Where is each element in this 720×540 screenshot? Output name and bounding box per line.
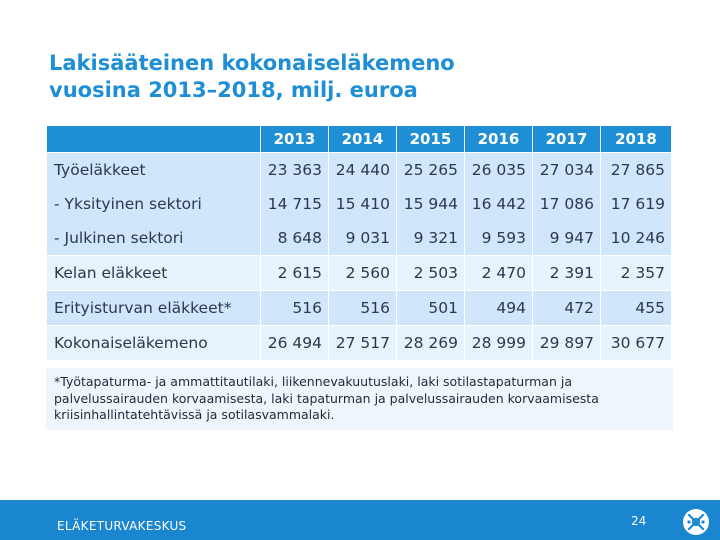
table-cell: 501 bbox=[397, 291, 465, 326]
year-header-2015: 2015 bbox=[397, 126, 465, 153]
table-cell: 9 947 bbox=[533, 221, 601, 256]
year-header-2013: 2013 bbox=[261, 126, 329, 153]
table-footnote bbox=[46, 368, 673, 430]
pension-expenditure-table bbox=[46, 125, 672, 361]
table-cell: 17 619 bbox=[601, 187, 672, 221]
table-cell: 9 321 bbox=[397, 221, 465, 256]
table-cell: 26 035 bbox=[465, 153, 533, 188]
slide-title-line-2: vuosina 2013–2018, milj. euroa bbox=[49, 78, 418, 102]
table-cell: 14 715 bbox=[261, 187, 329, 221]
row-label: Kokonaiseläkemeno bbox=[47, 326, 261, 361]
footnote-line-1: *Työtapaturma- ja ammattitautilaki, liikennevakuutuslaki, laki sotilastapaturman ja bbox=[54, 374, 572, 389]
table-cell: 455 bbox=[601, 291, 672, 326]
row-label: Kelan eläkkeet bbox=[47, 256, 261, 291]
year-header-2016: 2016 bbox=[465, 126, 533, 153]
table-row-erityisturvan-elakkeet bbox=[47, 291, 672, 326]
table-corner-cell bbox=[47, 126, 261, 153]
table-row-kelan-elakkeet bbox=[47, 256, 672, 291]
footnote-line-2: palvelussairauden korvaamisesta, laki tapaturman ja palvelussairauden korvaamisesta bbox=[54, 390, 599, 406]
slide-title-line-1: Lakisääteinen kokonaiseläkemeno bbox=[49, 51, 455, 75]
row-label: Erityisturvan eläkkeet* bbox=[47, 291, 261, 326]
table-cell: 17 086 bbox=[533, 187, 601, 221]
table-cell: 15 944 bbox=[397, 187, 465, 221]
table-cell: 9 031 bbox=[329, 221, 397, 256]
table-cell: 2 357 bbox=[601, 256, 672, 291]
row-label: Työeläkkeet bbox=[47, 153, 261, 188]
table-row-tyoelakkeet bbox=[47, 153, 672, 188]
table-cell: 516 bbox=[329, 291, 397, 326]
footnote-line-3: kriisinhallintatehtävissä ja sotilasvammalaki. bbox=[54, 407, 335, 422]
table-cell: 9 593 bbox=[465, 221, 533, 256]
etk-logo-icon bbox=[682, 508, 710, 536]
row-label: - Julkinen sektori bbox=[47, 221, 261, 256]
table-cell: 2 391 bbox=[533, 256, 601, 291]
slide-title bbox=[49, 50, 689, 104]
year-header-2018: 2018 bbox=[601, 126, 672, 153]
table-cell: 516 bbox=[261, 291, 329, 326]
table-cell: 472 bbox=[533, 291, 601, 326]
table-cell: 27 865 bbox=[601, 153, 672, 188]
table-cell: 23 363 bbox=[261, 153, 329, 188]
table-cell: 15 410 bbox=[329, 187, 397, 221]
table-header-row bbox=[47, 126, 672, 153]
table-cell: 8 648 bbox=[261, 221, 329, 256]
table-cell: 2 470 bbox=[465, 256, 533, 291]
row-label: - Yksityinen sektori bbox=[47, 187, 261, 221]
table-cell: 30 677 bbox=[601, 326, 672, 361]
table-cell: 24 440 bbox=[329, 153, 397, 188]
table-cell: 25 265 bbox=[397, 153, 465, 188]
footer-brand: ELÄKETURVAKESKUS bbox=[57, 519, 187, 533]
pension-expenditure-table-wrapper bbox=[46, 125, 672, 361]
table-cell: 10 246 bbox=[601, 221, 672, 256]
table-cell: 494 bbox=[465, 291, 533, 326]
year-header-2014: 2014 bbox=[329, 126, 397, 153]
table-row-yksityinen-sektori bbox=[47, 187, 672, 221]
table-row-julkinen-sektori bbox=[47, 221, 672, 256]
table-cell: 2 560 bbox=[329, 256, 397, 291]
table-cell: 26 494 bbox=[261, 326, 329, 361]
footer-bar bbox=[0, 500, 720, 540]
table-cell: 16 442 bbox=[465, 187, 533, 221]
table-cell: 28 269 bbox=[397, 326, 465, 361]
table-cell: 28 999 bbox=[465, 326, 533, 361]
table-row-kokonaiselakemeno bbox=[47, 326, 672, 361]
table-cell: 27 517 bbox=[329, 326, 397, 361]
table-cell: 27 034 bbox=[533, 153, 601, 188]
table-cell: 2 615 bbox=[261, 256, 329, 291]
page-number: 24 bbox=[631, 514, 647, 528]
year-header-2017: 2017 bbox=[533, 126, 601, 153]
table-cell: 29 897 bbox=[533, 326, 601, 361]
table-cell: 2 503 bbox=[397, 256, 465, 291]
